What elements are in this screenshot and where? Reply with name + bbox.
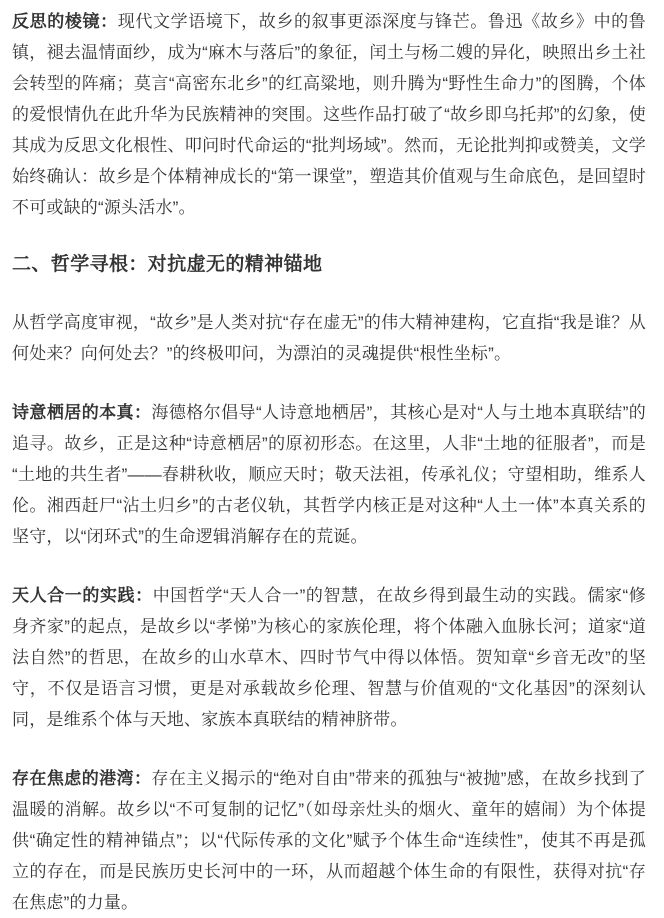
paragraph-text-philosophy-intro: 从哲学高度审视，“故乡”是人类对抗“存在虚无”的伟大精神建构，它直指“我是谁？从何处来？向何处去？”的终极叩问，为漂泊的灵魂提供“根性坐标”。 <box>12 313 646 363</box>
paragraph-reflection-prism <box>12 6 646 223</box>
paragraph-text-unity-heaven-man: 中国哲学“天人合一”的智慧，在故乡得到最生动的实践。儒家“修身齐家”的起点，是故乡以“孝悌”为核心的家族伦理，将个体融入血脉长河；道家“道法自然”的哲思，在故乡的山水草木、四时节气中得以体悟。贺知章“乡音无改”的坚守，不仅是语言习惯，更是对承载故乡伦理、智慧与价值观的“文化基因”的深刻认同，是维系个体与天地、家族本真联结的精神脐带。 <box>12 586 646 729</box>
section-heading-philosophy: 二、哲学寻根：对抗虚无的精神锚地 <box>12 254 323 275</box>
paragraph-text-existential-harbor: 存在主义揭示的“绝对自由”带来的孤独与“被抛”感，在故乡找到了温暖的消解。故乡以“不可复制的记忆”（如母亲灶头的烟火、童年的嬉闹）为个体提供“确定性的精神锚点”；以“代际传承的文化”赋予个体生命“连续性”，使其不再是孤立的存在，而是民族历史长河中的一环，从而超越个体生命的有限性，获得对抗“存在焦虑”的力量。 <box>12 769 646 912</box>
paragraph-philosophy-intro <box>12 307 646 369</box>
paragraph-lead-existential-harbor: 存在焦虑的港湾： <box>12 769 152 788</box>
paragraph-text-poetic-dwelling: 海德格尔倡导“人诗意地栖居”，其核心是对“人与土地本真联结”的追寻。故乡，正是这种“诗意栖居”的原初形态。在这里，人非“土地的征服者”，而是“土地的共生者”——春耕秋收，顺应天时；敬天法祖，传承礼仪；守望相助，维系人伦。湘西赶尸“沾土归乡”的古老仪轨，其哲学内核正是对这种“人土一体”本真关系的坚守，以“闭环式”的生命逻辑消解存在的荒诞。 <box>12 403 646 546</box>
paragraph-poetic-dwelling <box>12 397 646 552</box>
paragraph-existential-harbor <box>12 763 646 918</box>
paragraph-lead-unity-heaven-man: 天人合一的实践： <box>12 586 153 605</box>
paragraph-lead-reflection-prism: 反思的棱镜： <box>12 12 118 31</box>
paragraph-lead-poetic-dwelling: 诗意栖居的本真： <box>12 403 152 422</box>
paragraph-unity-heaven-man <box>12 580 646 735</box>
paragraph-text-reflection-prism: 现代文学语境下，故乡的叙事更添深度与锋芒。鲁迅《故乡》中的鲁镇，褪去温情面纱，成为“麻木与落后”的象征，闰土与杨二嫂的异化，映照出乡土社会转型的阵痛；莫言“高密东北乡”的红高粱地，则升腾为“野性生命力”的图腾，个体的爱恨情仇在此升华为民族精神的突围。这些作品打破了“故乡即乌托邦”的幻象，使其成为反思文化根性、叩问时代命运的“批判场域”。然而，无论批判抑或赞美，文学始终确认：故乡是个体精神成长的“第一课堂”，塑造其价值观与生命底色，是回望时不可或缺的“源头活水”。 <box>12 12 647 217</box>
